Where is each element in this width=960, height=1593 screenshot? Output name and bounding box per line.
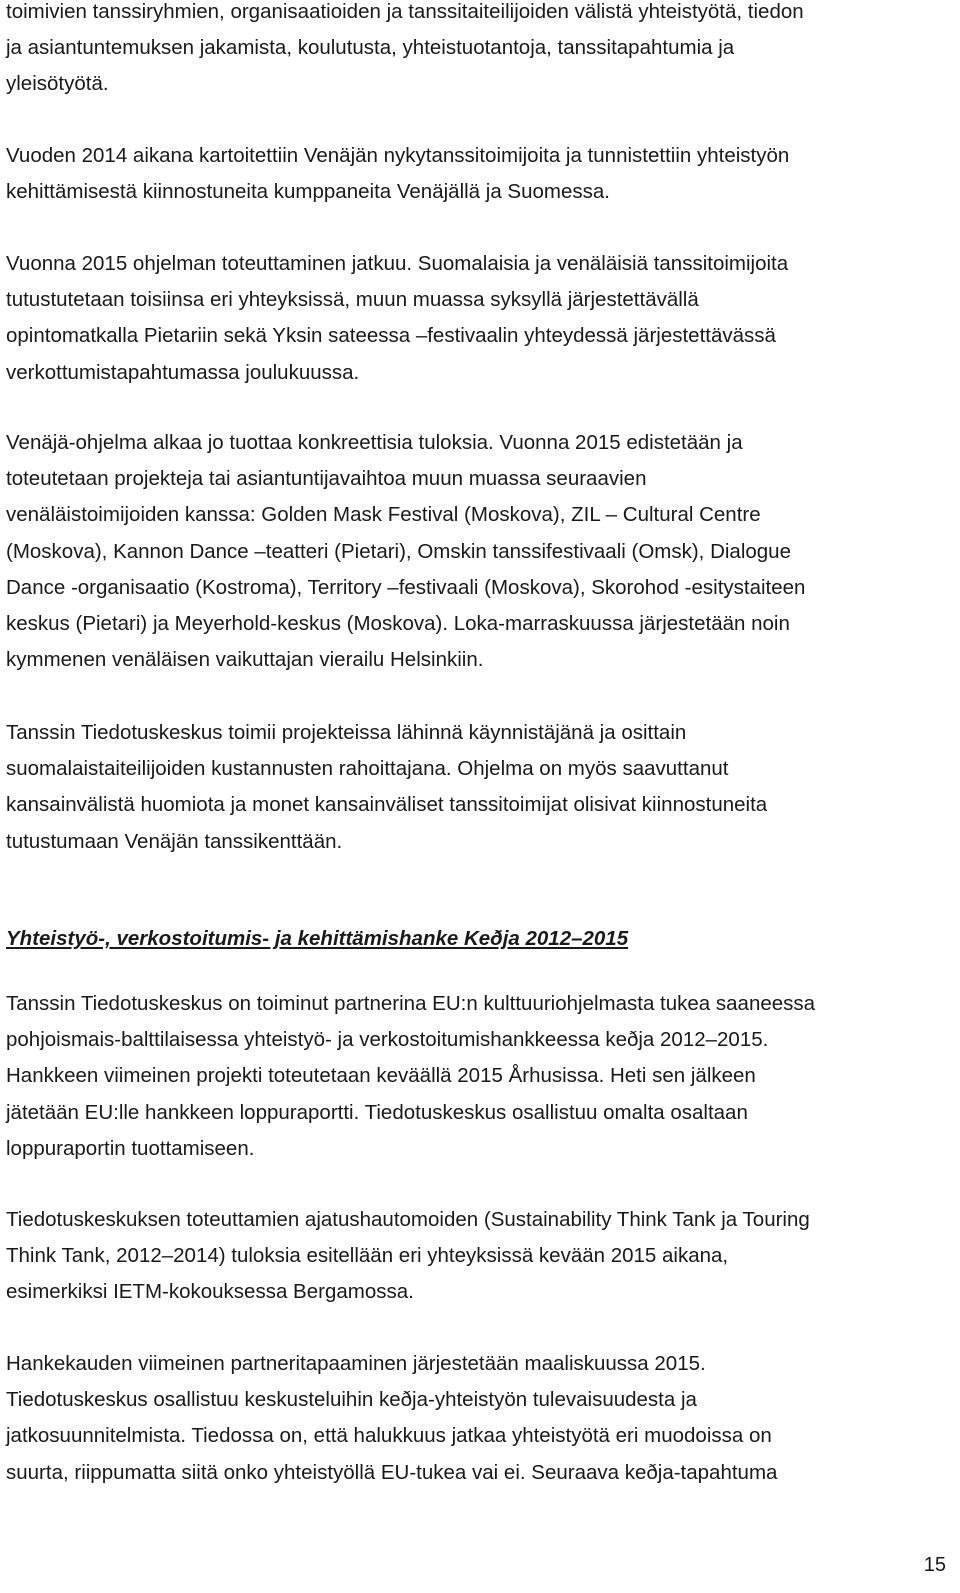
text-line: toimivien tanssiryhmien, organisaatioiden ja tanssitaiteilijoiden välistä yhteistyötä, tiedon	[6, 0, 804, 23]
paragraph-russia-program-results	[6, 425, 952, 678]
paragraph-2014-mapping	[6, 138, 952, 210]
text-line: Hankekauden viimeinen partneritapaaminen järjestetään maaliskuussa 2015.	[6, 1352, 706, 1375]
text-line: Tiedotuskeskuksen toteuttamien ajatushautomoiden (Sustainability Think Tank ja Touring	[6, 1208, 810, 1231]
paragraph-think-tanks	[6, 1202, 952, 1311]
text-line: keskus (Pietari) ja Meyerhold-keskus (Moskova). Loka-marraskuussa järjestetään noin	[6, 612, 790, 636]
text-line: Venäjä-ohjelma alkaa jo tuottaa konkreettisia tuloksia. Vuonna 2015 edistetään ja	[6, 431, 743, 454]
text-line: Hankkeen viimeinen projekti toteutetaan keväällä 2015 Århusissa. Heti sen jälkeen	[6, 1064, 756, 1088]
text-line: Dance -organisaatio (Kostroma), Territory –festivaali (Moskova), Skorohod -esitystaiteen	[6, 575, 806, 599]
text-line: suurta, riippumatta siitä onko yhteistyöllä EU-tukea vai ei. Seuraava keðja-tapahtuma	[6, 1460, 778, 1484]
paragraph-final-meeting	[6, 1346, 952, 1491]
page-number: 15	[923, 1554, 946, 1576]
paragraph-2015-program	[6, 246, 952, 391]
text-line: tutustutetaan toisiinsa eri yhteyksissä, muun muassa syksyllä järjestettävällä	[6, 288, 699, 312]
text-line: kansainvälistä huomiota ja monet kansainväliset tanssitoimijat olisivat kiinnostuneita	[6, 793, 768, 817]
text-line: loppuraportin tuottamiseen.	[6, 1136, 255, 1160]
text-line: Tiedotuskeskus osallistuu keskusteluihin keðja-yhteistyön tulevaisuudesta ja	[6, 1388, 697, 1412]
text-line: venäläistoimijoiden kanssa: Golden Mask Festival (Moskova), ZIL – Cultural Centre	[6, 503, 761, 527]
text-line: Vuoden 2014 aikana kartoitettiin Venäjän nykytanssitoimijoita ja tunnistettiin yhteistyön	[6, 144, 790, 167]
text-line: jätetään EU:lle hankkeen loppuraportti. Tiedotuskeskus osallistuu omalta osaltaan	[6, 1100, 748, 1124]
text-line: Tanssin Tiedotuskeskus on toiminut partnerina EU:n kulttuuriohjelmasta tukea saaneessa	[6, 992, 816, 1015]
text-line: (Moskova), Kannon Dance –teatteri (Pietari), Omskin tanssifestivaali (Omsk), Dialogue	[6, 539, 791, 563]
text-line: Think Tank, 2012–2014) tuloksia esitellään eri yhteyksissä kevään 2015 aikana,	[6, 1244, 729, 1268]
text-line: Tanssin Tiedotuskeskus toimii projekteissa lähinnä käynnistäjänä ja osittain	[6, 721, 687, 744]
text-line: yleisötyötä.	[6, 72, 109, 96]
text-line: suomalaistaiteilijoiden kustannusten rahoittajana. Ohjelma on myös saavuttanut	[6, 757, 729, 781]
text-line: tutustumaan Venäjän tanssikenttään.	[6, 829, 343, 853]
paragraph-role	[6, 715, 952, 860]
text-line: ja asiantuntemuksen jakamista, koulutusta, yhteistuotantoja, tanssitapahtumia ja	[6, 36, 735, 60]
text-line: pohjoismais-balttilaisessa yhteistyö- ja verkostoitumishankkeessa keðja 2012–2015.	[6, 1028, 769, 1052]
section-heading: Yhteistyö-, verkostoitumis- ja kehittämishanke Keðja 2012–2015	[6, 927, 629, 950]
text-line: esimerkiksi IETM-kokouksessa Bergamossa.	[6, 1280, 414, 1304]
text-line: verkottumistapahtumassa joulukuussa.	[6, 360, 360, 384]
text-line: opintomatkalla Pietariin sekä Yksin sateessa –festivaalin yhteydessä järjestettävässä	[6, 324, 776, 348]
text-line: Vuonna 2015 ohjelman toteuttaminen jatkuu. Suomalaisia ja venäläisiä tanssitoimijoita	[6, 252, 789, 275]
paragraph-intro-continued	[6, 0, 952, 103]
text-line: kehittämisestä kiinnostuneita kumppaneita Venäjällä ja Suomessa.	[6, 180, 610, 204]
text-line: toteutetaan projekteja tai asiantuntijavaihtoa muun muassa seuraavien	[6, 467, 647, 491]
paragraph-kedja-partner	[6, 986, 952, 1167]
text-line: kymmenen venäläisen vaikuttajan vierailu Helsinkiin.	[6, 648, 484, 672]
text-line: jatkosuunnitelmista. Tiedossa on, että halukkuus jatkaa yhteistyötä eri muodoissa on	[6, 1424, 772, 1448]
